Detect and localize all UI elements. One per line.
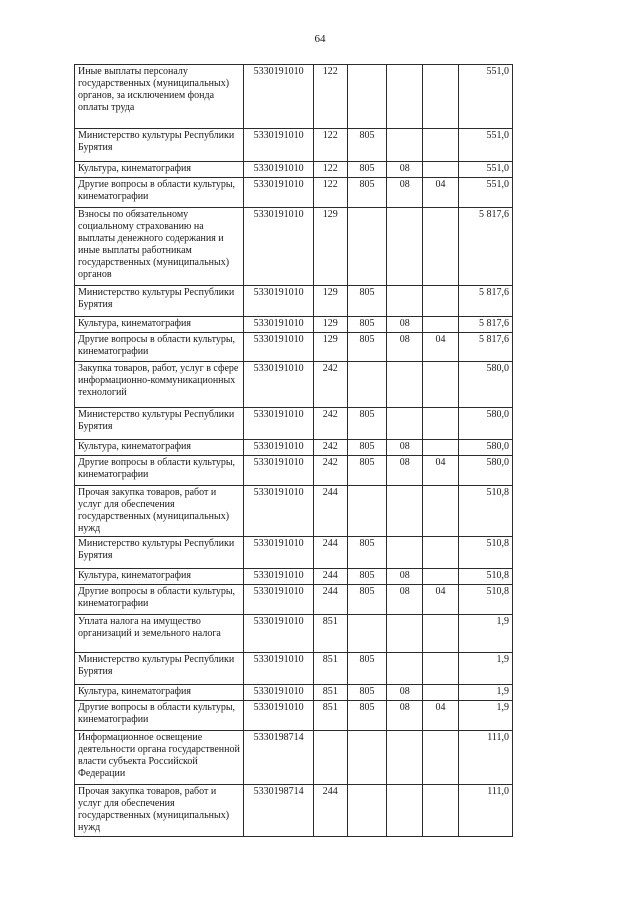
row-ministry-code-cell: 805 [347, 162, 387, 178]
row-name-cell: Другие вопросы в области культуры, кинематографии [75, 456, 244, 486]
row-code-cell: 5330191010 [244, 615, 313, 653]
row-subsection-cell: 04 [423, 456, 459, 486]
row-section-cell: 08 [387, 440, 423, 456]
row-expense-type-cell: 851 [313, 701, 347, 731]
row-name-cell: Министерство культуры Республики Бурятия [75, 286, 244, 317]
row-amount-cell: 111,0 [458, 731, 512, 785]
row-expense-type-cell: 244 [313, 785, 347, 837]
row-amount-cell: 5 817,6 [458, 286, 512, 317]
row-expense-type-cell: 129 [313, 286, 347, 317]
table-row [75, 129, 513, 162]
row-expense-type-cell: 129 [313, 333, 347, 362]
table-row [75, 162, 513, 178]
row-expense-type-cell: 851 [313, 653, 347, 685]
table-row [75, 286, 513, 317]
row-section-cell: 08 [387, 333, 423, 362]
row-expense-type-cell: 242 [313, 408, 347, 440]
table-row [75, 333, 513, 362]
row-amount-cell: 1,9 [458, 685, 512, 701]
row-subsection-cell [423, 362, 459, 408]
table-row [75, 456, 513, 486]
row-amount-cell: 580,0 [458, 456, 512, 486]
budget-table [74, 64, 513, 837]
row-subsection-cell [423, 569, 459, 585]
row-code-cell: 5330191010 [244, 569, 313, 585]
row-code-cell: 5330198714 [244, 731, 313, 785]
row-code-cell: 5330191010 [244, 129, 313, 162]
row-code-cell: 5330191010 [244, 456, 313, 486]
row-section-cell: 08 [387, 701, 423, 731]
row-subsection-cell: 04 [423, 585, 459, 615]
row-name-cell: Культура, кинематография [75, 440, 244, 456]
row-ministry-code-cell [347, 208, 387, 286]
row-section-cell [387, 408, 423, 440]
table-row [75, 65, 513, 129]
row-name-cell: Прочая закупка товаров, работ и услуг для обеспечения государственных (муниципальных) нужд [75, 486, 244, 537]
row-code-cell: 5330191010 [244, 65, 313, 129]
row-section-cell [387, 129, 423, 162]
row-code-cell: 5330191010 [244, 537, 313, 569]
row-section-cell [387, 653, 423, 685]
row-expense-type-cell: 244 [313, 569, 347, 585]
row-expense-type-cell: 242 [313, 440, 347, 456]
row-code-cell: 5330191010 [244, 317, 313, 333]
row-amount-cell: 551,0 [458, 65, 512, 129]
row-amount-cell: 580,0 [458, 408, 512, 440]
row-subsection-cell [423, 537, 459, 569]
row-code-cell: 5330191010 [244, 162, 313, 178]
table-row [75, 317, 513, 333]
row-section-cell [387, 65, 423, 129]
row-subsection-cell [423, 317, 459, 333]
row-code-cell: 5330191010 [244, 653, 313, 685]
row-amount-cell: 510,8 [458, 585, 512, 615]
budget-table-body [75, 65, 513, 837]
row-subsection-cell [423, 486, 459, 537]
row-amount-cell: 5 817,6 [458, 208, 512, 286]
row-expense-type-cell [313, 731, 347, 785]
row-name-cell: Другие вопросы в области культуры, кинематографии [75, 178, 244, 208]
row-name-cell: Министерство культуры Республики Бурятия [75, 129, 244, 162]
row-amount-cell: 551,0 [458, 178, 512, 208]
row-code-cell: 5330191010 [244, 178, 313, 208]
row-ministry-code-cell [347, 65, 387, 129]
row-amount-cell: 111,0 [458, 785, 512, 837]
row-code-cell: 5330191010 [244, 208, 313, 286]
row-section-cell [387, 286, 423, 317]
row-code-cell: 5330198714 [244, 785, 313, 837]
row-name-cell: Другие вопросы в области культуры, кинематографии [75, 585, 244, 615]
row-name-cell: Закупка товаров, работ, услуг в сфере информационно-коммуникационных технологий [75, 362, 244, 408]
row-name-cell: Культура, кинематография [75, 685, 244, 701]
row-amount-cell: 551,0 [458, 162, 512, 178]
row-name-cell: Культура, кинематография [75, 569, 244, 585]
row-section-cell [387, 208, 423, 286]
row-section-cell [387, 785, 423, 837]
table-row [75, 486, 513, 537]
table-row [75, 408, 513, 440]
row-subsection-cell [423, 208, 459, 286]
row-section-cell: 08 [387, 162, 423, 178]
row-section-cell: 08 [387, 456, 423, 486]
row-amount-cell: 510,8 [458, 486, 512, 537]
row-expense-type-cell: 851 [313, 615, 347, 653]
table-row [75, 685, 513, 701]
row-expense-type-cell: 129 [313, 208, 347, 286]
row-ministry-code-cell: 805 [347, 317, 387, 333]
row-ministry-code-cell: 805 [347, 701, 387, 731]
row-subsection-cell: 04 [423, 178, 459, 208]
row-expense-type-cell: 244 [313, 486, 347, 537]
row-subsection-cell [423, 129, 459, 162]
row-code-cell: 5330191010 [244, 486, 313, 537]
row-expense-type-cell: 122 [313, 65, 347, 129]
row-subsection-cell [423, 785, 459, 837]
row-subsection-cell [423, 615, 459, 653]
row-name-cell: Другие вопросы в области культуры, кинематографии [75, 333, 244, 362]
row-code-cell: 5330191010 [244, 408, 313, 440]
row-section-cell: 08 [387, 685, 423, 701]
row-name-cell: Министерство культуры Республики Бурятия [75, 653, 244, 685]
row-ministry-code-cell: 805 [347, 569, 387, 585]
row-expense-type-cell: 122 [313, 178, 347, 208]
row-expense-type-cell: 244 [313, 537, 347, 569]
row-subsection-cell [423, 685, 459, 701]
row-subsection-cell [423, 286, 459, 317]
row-section-cell: 08 [387, 585, 423, 615]
row-section-cell [387, 486, 423, 537]
row-section-cell [387, 731, 423, 785]
row-section-cell: 08 [387, 569, 423, 585]
row-ministry-code-cell [347, 731, 387, 785]
table-row [75, 362, 513, 408]
row-section-cell [387, 615, 423, 653]
row-ministry-code-cell: 805 [347, 440, 387, 456]
row-amount-cell: 580,0 [458, 362, 512, 408]
table-row [75, 653, 513, 685]
page-number: 64 [314, 33, 326, 45]
row-name-cell: Иные выплаты персоналу государственных (муниципальных) органов, за исключением фонда оплаты труда [75, 65, 244, 129]
row-section-cell [387, 362, 423, 408]
row-ministry-code-cell: 805 [347, 286, 387, 317]
row-expense-type-cell: 122 [313, 129, 347, 162]
row-amount-cell: 5 817,6 [458, 333, 512, 362]
row-expense-type-cell: 242 [313, 456, 347, 486]
row-ministry-code-cell: 805 [347, 408, 387, 440]
row-expense-type-cell: 122 [313, 162, 347, 178]
row-subsection-cell [423, 731, 459, 785]
row-ministry-code-cell: 805 [347, 685, 387, 701]
row-code-cell: 5330191010 [244, 286, 313, 317]
row-amount-cell: 510,8 [458, 569, 512, 585]
row-amount-cell: 510,8 [458, 537, 512, 569]
table-row [75, 731, 513, 785]
row-subsection-cell: 04 [423, 333, 459, 362]
table-row [75, 785, 513, 837]
row-name-cell: Информационное освещение деятельности органа государственной власти субъекта Российской Федерации [75, 731, 244, 785]
row-name-cell: Другие вопросы в области культуры, кинематографии [75, 701, 244, 731]
row-name-cell: Министерство культуры Республики Бурятия [75, 537, 244, 569]
row-name-cell: Уплата налога на имущество организаций и земельного налога [75, 615, 244, 653]
row-code-cell: 5330191010 [244, 585, 313, 615]
row-amount-cell: 5 817,6 [458, 317, 512, 333]
table-row [75, 585, 513, 615]
row-ministry-code-cell [347, 785, 387, 837]
row-ministry-code-cell [347, 486, 387, 537]
row-ministry-code-cell: 805 [347, 333, 387, 362]
row-name-cell: Прочая закупка товаров, работ и услуг для обеспечения государственных (муниципальных) нужд [75, 785, 244, 837]
row-name-cell: Взносы по обязательному социальному страхованию на выплаты денежного содержания и иные выплаты работникам государственных (муниципальных) органов [75, 208, 244, 286]
table-row [75, 615, 513, 653]
table-row [75, 569, 513, 585]
table-row [75, 178, 513, 208]
row-amount-cell: 1,9 [458, 615, 512, 653]
table-row [75, 440, 513, 456]
row-section-cell [387, 537, 423, 569]
row-section-cell: 08 [387, 178, 423, 208]
row-name-cell: Министерство культуры Республики Бурятия [75, 408, 244, 440]
row-code-cell: 5330191010 [244, 701, 313, 731]
row-expense-type-cell: 244 [313, 585, 347, 615]
row-amount-cell: 1,9 [458, 653, 512, 685]
row-subsection-cell [423, 440, 459, 456]
row-ministry-code-cell: 805 [347, 129, 387, 162]
row-amount-cell: 580,0 [458, 440, 512, 456]
row-subsection-cell [423, 65, 459, 129]
row-code-cell: 5330191010 [244, 685, 313, 701]
row-ministry-code-cell: 805 [347, 585, 387, 615]
row-subsection-cell [423, 162, 459, 178]
row-name-cell: Культура, кинематография [75, 317, 244, 333]
row-code-cell: 5330191010 [244, 362, 313, 408]
row-ministry-code-cell: 805 [347, 178, 387, 208]
table-row [75, 208, 513, 286]
row-ministry-code-cell: 805 [347, 537, 387, 569]
row-subsection-cell: 04 [423, 701, 459, 731]
row-expense-type-cell: 129 [313, 317, 347, 333]
row-name-cell: Культура, кинематография [75, 162, 244, 178]
table-row [75, 701, 513, 731]
table-row [75, 537, 513, 569]
row-ministry-code-cell: 805 [347, 456, 387, 486]
row-ministry-code-cell [347, 362, 387, 408]
row-expense-type-cell: 242 [313, 362, 347, 408]
row-amount-cell: 1,9 [458, 701, 512, 731]
row-ministry-code-cell [347, 615, 387, 653]
row-expense-type-cell: 851 [313, 685, 347, 701]
row-ministry-code-cell: 805 [347, 653, 387, 685]
row-amount-cell: 551,0 [458, 129, 512, 162]
row-subsection-cell [423, 653, 459, 685]
row-subsection-cell [423, 408, 459, 440]
row-code-cell: 5330191010 [244, 333, 313, 362]
row-section-cell: 08 [387, 317, 423, 333]
row-code-cell: 5330191010 [244, 440, 313, 456]
